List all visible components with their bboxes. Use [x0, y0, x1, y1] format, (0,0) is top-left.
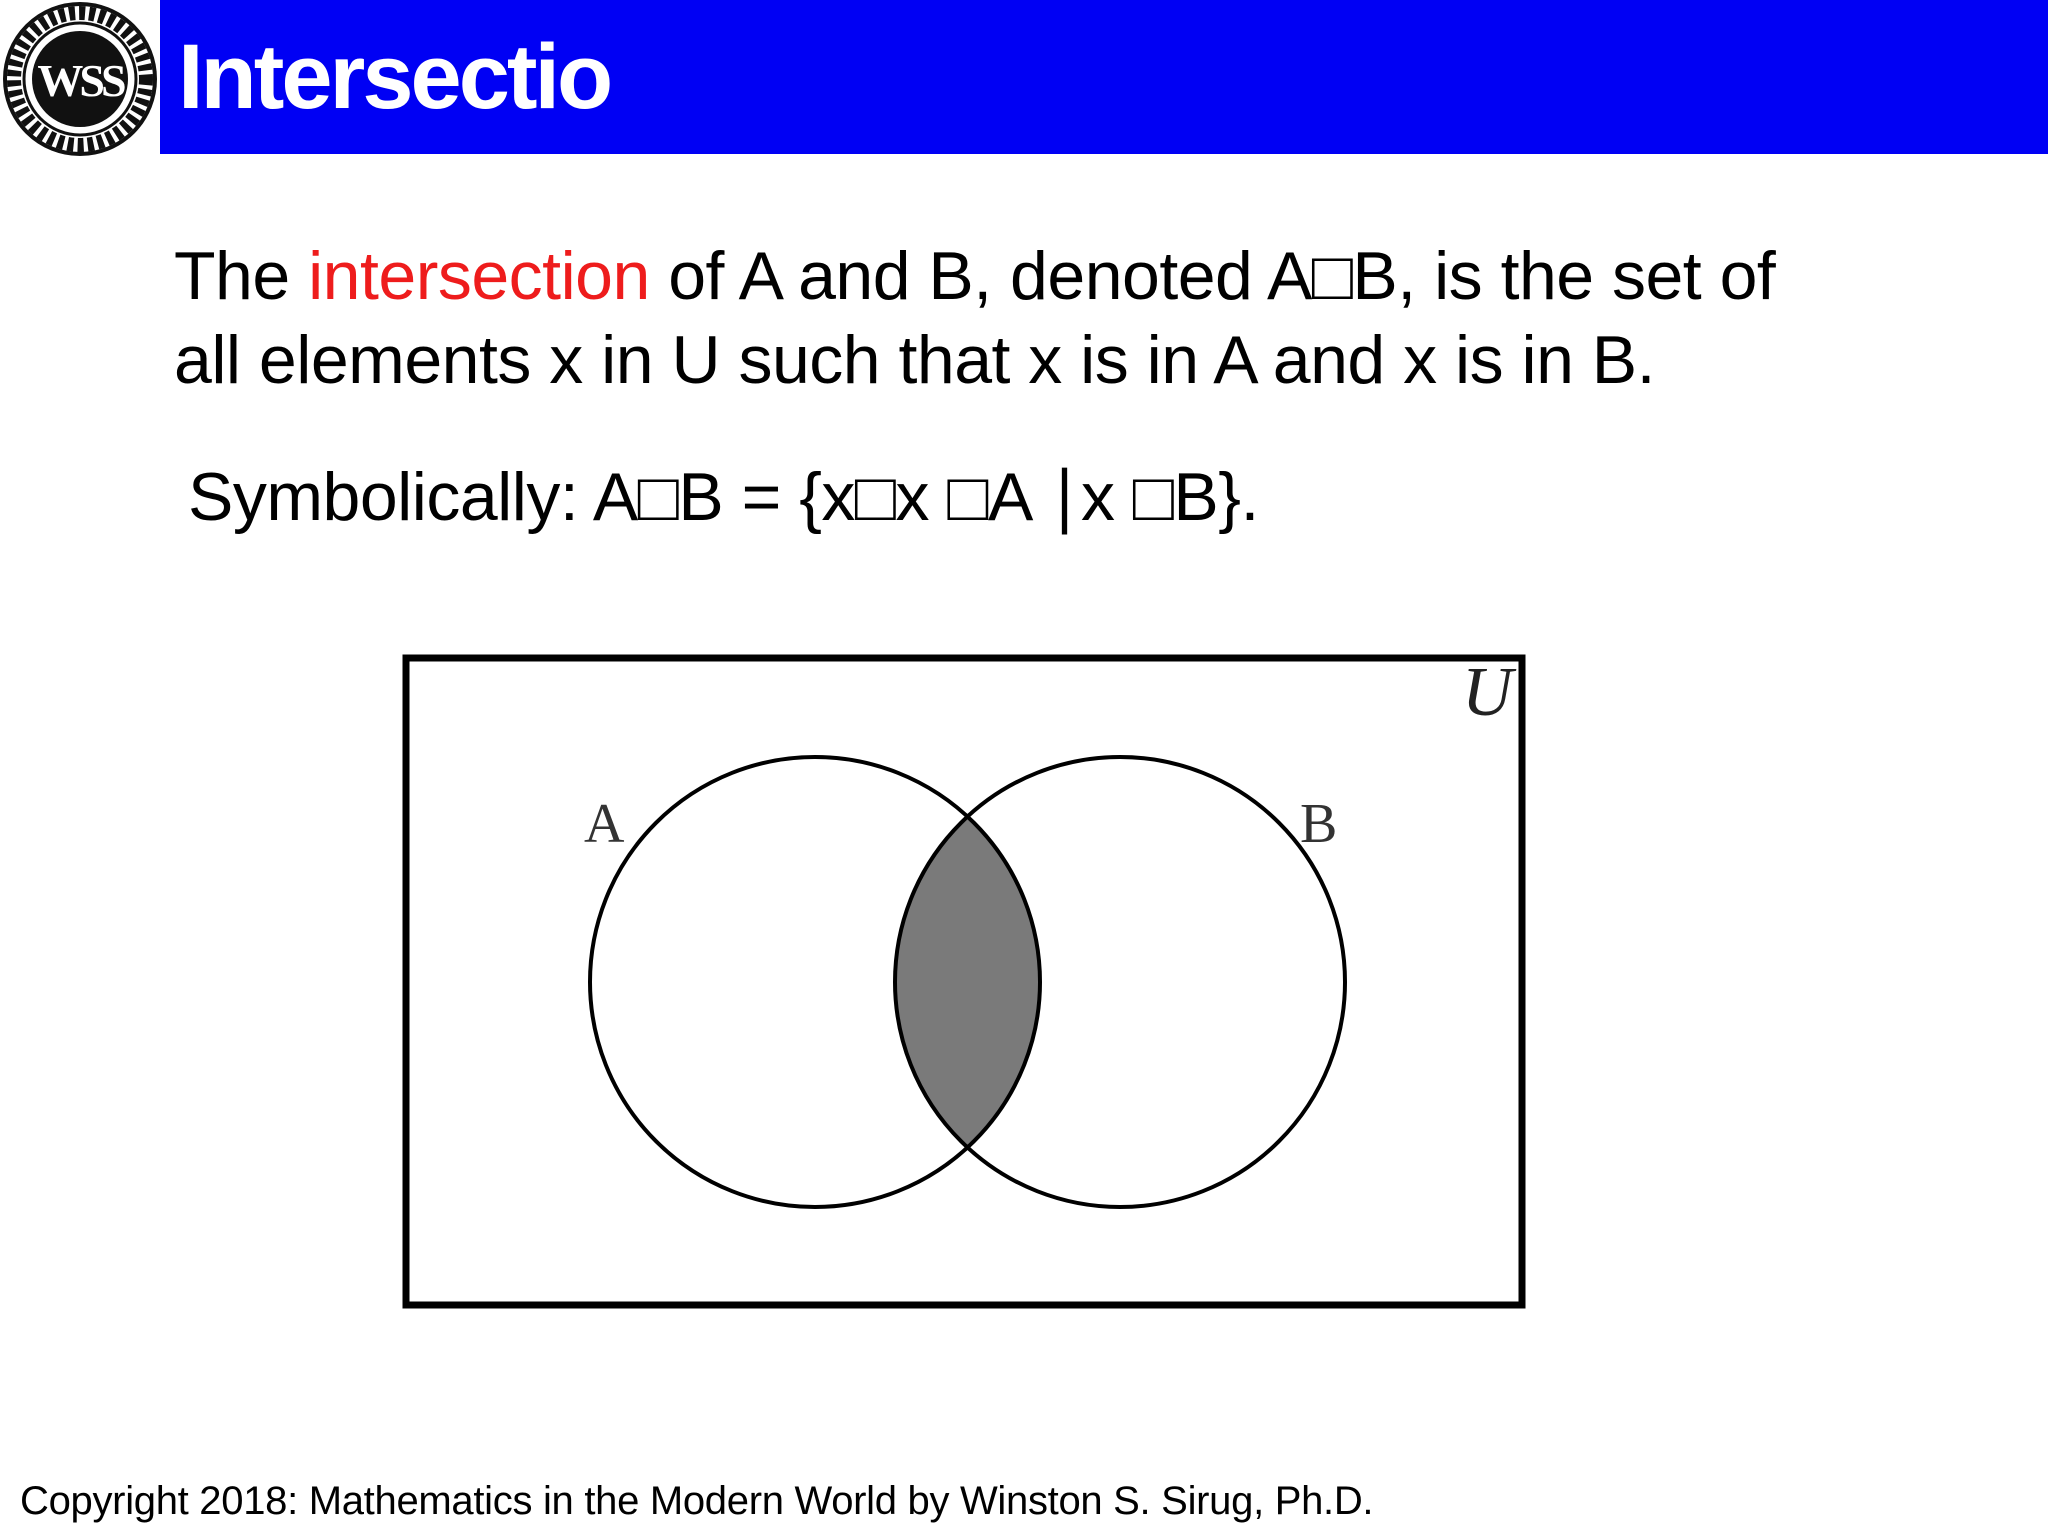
page-title: Intersectio [178, 26, 611, 128]
definition-line2: all elements x in U such that x is in A and x is in B. [174, 322, 1656, 398]
definition-term: intersection [308, 238, 650, 314]
set-a-label: A [584, 793, 625, 855]
definition-part1: The [174, 238, 309, 314]
symbolic-definition: Symbolically: A□B = {x□x □A ∣x □B}. [188, 459, 1259, 535]
universe-label: U [1462, 654, 1513, 731]
definition-part2: of A and B, denoted A□B, is the set of [649, 238, 1776, 314]
copyright-footer: Copyright 2018: Mathematics in the Modern World by Winston S. Sirug, Ph.D. [20, 1479, 1374, 1523]
set-b-label: B [1300, 793, 1338, 855]
logo-text: WSS [37, 55, 123, 106]
